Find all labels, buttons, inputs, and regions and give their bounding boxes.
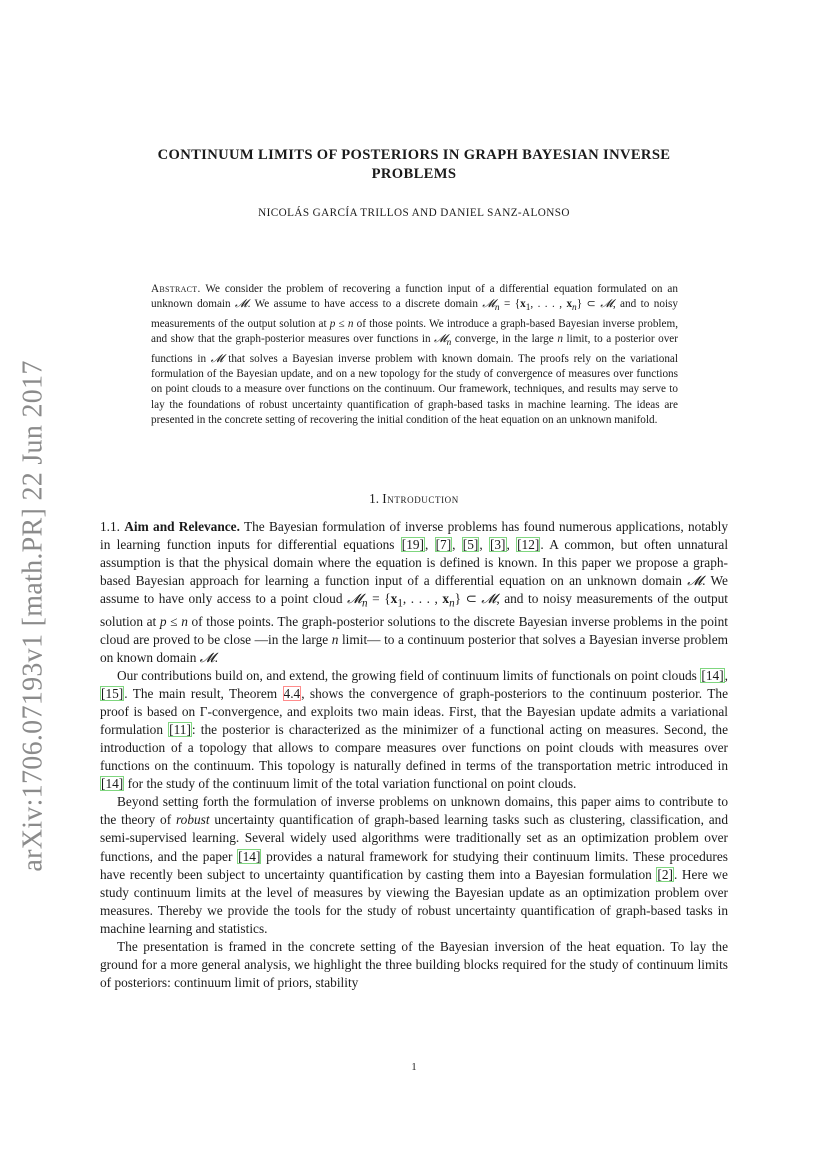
math-subscript: n: [494, 303, 500, 314]
subsection-heading: Aim and Relevance.: [124, 519, 240, 534]
paragraph: Our contributions build on, and extend, the growing field of continuum limits of functionals on point clouds [14], [15]. The main result, Theorem 4.4, shows the convergence of graph-posteriors to the continuum posterior. The proof is based on Γ-convergence, and exploits two main ideas. First, that the Bayesian update admits a variational formulation [11]: the posterior is characterized as the minimizer of a functional acting on measures. Second, the introduction of a topology that allows to compare measures over functions on point clouds with measures over functions on the continuum. This topology is naturally defined in terms of the transportation metric introduced in [14] for the study of the continuum limit of the total variation functional on point clouds.: [100, 668, 729, 792]
section-number: 1.: [369, 491, 379, 506]
citation-link[interactable]: [19]: [401, 537, 424, 553]
math-symbol: p: [159, 613, 167, 629]
paragraph-text: The Bayesian formulation of inverse problems has found numerous applications, notably in learning function inputs for differential equations: [100, 519, 729, 553]
paragraph-text: } ⊂: [454, 591, 482, 607]
abstract-text: } ⊂: [576, 298, 601, 311]
paragraph-text: , . . . ,: [402, 591, 443, 607]
paragraph-text: provides a natural framework for studying their continuum limits. These procedures have recently been subject to uncertainty quantification by casting them into a Bayesian formulation: [100, 848, 728, 882]
theorem-reference-link[interactable]: 4.4: [283, 686, 301, 702]
abstract-text: . We assume to have access to a discrete domain: [247, 298, 483, 311]
math-symbol: x: [442, 591, 450, 607]
paper-title-line-2: PROBLEMS: [371, 166, 457, 182]
math-symbol: 𝓜: [434, 333, 447, 346]
abstract-text: of those points. We introduce a graph-based Bayesian inverse problem, and show that the graph-posterior measures over functions in: [151, 317, 679, 346]
abstract-text: , . . . ,: [530, 298, 567, 311]
paragraph-text: , and to noisy measurements of the output solution at: [100, 591, 728, 629]
math-symbol: n: [181, 613, 188, 629]
citation-link[interactable]: [15]: [101, 686, 124, 702]
math-symbol: p: [329, 317, 336, 330]
abstract-text: , and to noisy measurements of the output solution at: [151, 298, 679, 330]
citation-link[interactable]: [7]: [435, 537, 452, 553]
abstract-text: that solves a Bayesian inverse problem with known domain. The proofs rely on the variational formulation of the Bayesian update, and on a new topology for the study of convergence of measures over functions on point clouds to a measure over functions on the continuum. Our framework, techniques, and results may serve to lay the foundations of robust uncertainty quantification of graph-based tasks in machine learning. The ideas are presented in the concrete setting of recovering the initial condition of the heat equation on an unknown manifold.: [151, 352, 678, 426]
paragraph-text: . We assume to have only access to a point cloud: [100, 573, 728, 607]
abstract-label: Abstract.: [151, 283, 201, 295]
paper-authors: NICOLÁS GARCÍA TRILLOS AND DANIEL SANZ-ALONSO: [258, 207, 570, 219]
subsection-number: 1.1.: [100, 519, 121, 534]
math-symbol: n: [347, 317, 354, 330]
paragraph-text: Beyond setting forth the formulation of inverse problems on unknown domains, this paper aims to contribute to the theory of: [100, 794, 728, 828]
arxiv-identifier-text: arXiv:1706.07193v1 [math.PR] 22 Jun 2017: [18, 360, 49, 872]
math-symbol: n: [557, 333, 563, 346]
paragraph-text: , shows the convergence of graph-posteriors to the continuum posterior. The proof is based on Γ-convergence, and exploits two main ideas. First, that the Bayesian update admits a variational formulation: [100, 686, 728, 738]
citation-link[interactable]: [12]: [517, 537, 540, 553]
math-symbol: 𝓜: [482, 298, 495, 311]
citation-link[interactable]: [2]: [657, 866, 673, 882]
math-subscript: n: [362, 597, 368, 610]
abstract-text: converge, in the large: [451, 333, 558, 346]
section-title: Introduction: [382, 491, 459, 506]
arxiv-identifier-stamp: [14, 326, 54, 906]
paragraph-text: : the posterior is characterized as the minimizer of a functional acting on measures. Second, the introduction of a topology that allows to compare measures over functions on point clouds with measures over functions on the continuum. This topology is naturally defined in terms of the transportation metric introduced in: [100, 722, 729, 774]
abstract: Abstract. We consider the problem of recovering a function input of a differential equation formulated on an unknown domain 𝓜. We assume to have access to a discrete domain 𝓜$_n$ = {$x_1$, . . . , $x_n$} ⊂ 𝓜, and to noisy measurements of the output solution at p ≤ n of those points. We introduce a graph-based Bayesian inverse problem, and show that the graph-posterior measures over functions in 𝓜$_n$ converge, in the large n limit, to a posterior over functions in 𝓜 that solves a Bayesian inverse problem with known domain. The proofs rely on the variational formulation of the Bayesian update, and on a new topology for the study of convergence of measures over functions on point clouds to a measure over functions on the continuum. Our framework, techniques, and results may serve to lay the foundations of robust uncertainty quantification of graph-based tasks in machine learning. The ideas are presented in the concrete setting of recovering the initial condition of the heat equation on an unknown manifold.: [151, 283, 679, 426]
paragraph-text: . A common, but often unnatural assumption is that the physical domain where the equation is defined is known. In this paper we propose a graph-based Bayesian approach for learning a function input of a differential equation on an unknown domain: [100, 537, 729, 589]
paragraph-text: .: [214, 649, 218, 665]
abstract-text: ≤: [335, 317, 348, 330]
page-number: 1: [411, 1062, 417, 1073]
abstract-text: We consider the problem of recovering a function input of a differential equation formulated on an unknown domain: [151, 283, 678, 311]
citation-link[interactable]: [5]: [462, 537, 479, 553]
math-symbol: 𝓜: [347, 591, 363, 607]
math-symbol: 𝓜: [235, 298, 248, 311]
math-symbol: 𝓜: [481, 591, 497, 607]
paragraph: 1.1. Aim and Relevance. The Bayesian formulation of inverse problems has found numerous applications, notably in learning function inputs for differential equations [19], [7], [5], [3], [12]. A common, but often unnatural assumption is that the physical domain where the equation is defined is known. In this paper we propose a graph-based Bayesian approach for learning a function input of a differential equation on an unknown domain 𝓜. We assume to have only access to a point cloud 𝓜$_n$ = {$x_1$, . . . , $x_n$} ⊂ 𝓜, and to noisy measurements of the output solution at p ≤ n of those points. The graph-posterior solutions to the discrete Bayesian inverse problems in the point cloud are proved to be close —in the large n limit— to a continuum posterior that solves a Bayesian inverse problem on known domain 𝓜.: [100, 519, 729, 665]
math-symbol: 𝓜: [210, 352, 224, 365]
paragraph-text: = {: [367, 591, 391, 607]
paragraph-text: for the study of the continuum limit of the total variation functional on point clouds.: [124, 776, 577, 792]
citation-link[interactable]: [14]: [238, 848, 261, 864]
body-text: [100, 518, 728, 992]
section-heading: [98, 491, 730, 507]
abstract-text: = {: [499, 298, 521, 311]
emphasized-word: robust: [175, 812, 210, 828]
paragraph-text: Our contributions build on, and extend, the growing field of continuum limits of functionals on point clouds: [117, 668, 701, 684]
math-symbol: 𝓜: [600, 298, 613, 311]
citation-link[interactable]: [14]: [101, 776, 124, 792]
paper-title-line-1: CONTINUUM LIMITS OF POSTERIORS IN GRAPH BAYESIAN INVERSE: [157, 147, 671, 163]
math-symbol: x: [390, 591, 398, 607]
math-symbol: 𝓜: [199, 649, 215, 665]
math-symbol: x: [566, 298, 573, 311]
citation-link[interactable]: [11]: [169, 722, 191, 738]
paragraph-text: The presentation is framed in the concrete setting of the Bayesian inversion of the heat equation. To lay the ground for a more general analysis, we highlight the three building blocks required for the study of continuum limits of posteriors: continuum limit of priors, stability: [100, 938, 728, 990]
paragraph: [100, 938, 728, 992]
paragraph-text: limit— to a continuum posterior that solves a Bayesian inverse problem on known domain: [100, 631, 728, 665]
abstract-text: limit, to a posterior over functions in: [151, 333, 678, 365]
paragraph-text: . The main result, Theorem: [124, 686, 283, 702]
math-symbol: n: [331, 631, 339, 647]
paragraph-text: uncertainty quantification of graph-based learning tasks such as clustering, classification, and semi-supervised learning. Several widely used algorithms were traditionally set as an optimization problem over functions, and the paper: [100, 812, 728, 864]
math-symbol: 𝓜: [687, 573, 703, 589]
paper-title: [98, 146, 730, 184]
paragraph-text: of those points. The graph-posterior solutions to the discrete Bayesian inverse problems in the point cloud are proved to be close —in the large: [100, 613, 728, 647]
citation-link[interactable]: [14]: [701, 668, 724, 684]
math-symbol: x: [520, 298, 526, 311]
paragraph: [100, 793, 728, 937]
paragraph-text: ≤: [166, 613, 182, 629]
citation-link[interactable]: [3]: [489, 537, 506, 553]
paragraph-text: . Here we study continuum limits at the level of measures by viewing the Bayesian update as an optimization problem over measures. Thereby we provide the tools for the study of robust uncertainty quantification of graph-based tasks in machine learning and statistics.: [100, 866, 728, 936]
